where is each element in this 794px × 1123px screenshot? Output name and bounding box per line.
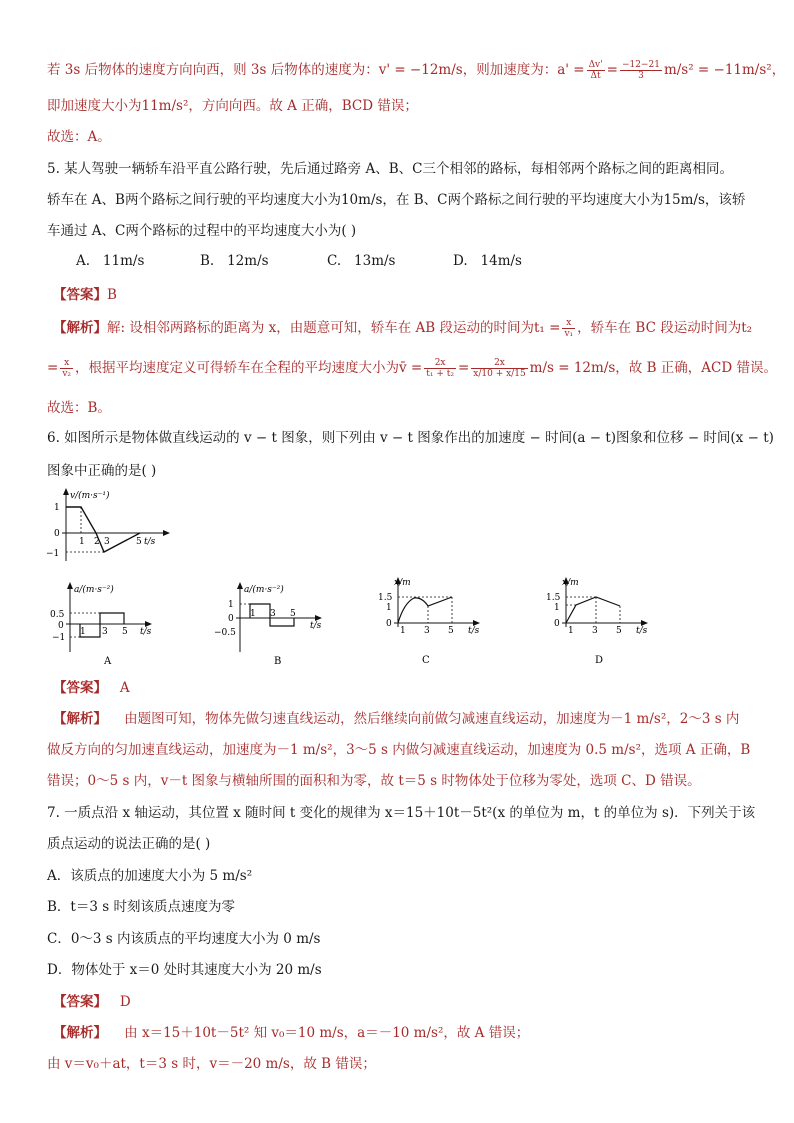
svg-text:1: 1 xyxy=(54,503,60,513)
q7-stem-line-1: 7. 一质点沿 x 轴运动，其位置 x 随时间 t 变化的规律为 x＝15＋10t－5t²(x 的单位为 m，t 的单位为 s)．下列关于该 xyxy=(47,805,756,821)
q7-answer: 【答案】 D xyxy=(53,994,131,1010)
svg-text:C: C xyxy=(422,655,430,666)
svg-text:5: 5 xyxy=(448,626,454,636)
svg-text:t/s: t/s xyxy=(140,627,152,637)
svg-text:a/(m·s⁻²): a/(m·s⁻²) xyxy=(74,585,114,595)
graph-d xyxy=(540,573,660,669)
svg-text:0: 0 xyxy=(228,614,234,624)
svg-text:D: D xyxy=(595,655,604,666)
q5-option-c: C. 13m/s xyxy=(327,253,396,269)
svg-text:t/s: t/s xyxy=(468,626,480,636)
svg-text:a/(m·s⁻²): a/(m·s⁻²) xyxy=(244,585,284,595)
svg-text:t/s: t/s xyxy=(310,621,322,631)
q6-analysis-line-1: 【解析】 由题图可知，物体先做匀速直线运动，然后继续向前做匀减速直线运动，加速度为－1 m/s²，2～3 s 内 xyxy=(53,711,740,727)
q4-solution-text: 若 3s 后物体的速度方向向西，则 3s 后物体的速度为：v' = −12m/s，则加速度为：a' = xyxy=(47,62,585,78)
svg-text:3: 3 xyxy=(102,627,108,637)
svg-text:B: B xyxy=(274,656,282,667)
svg-text:x/m: x/m xyxy=(562,578,579,588)
q7-option-c: C．0～3 s 内该质点的平均速度大小为 0 m/s xyxy=(47,931,321,947)
vt-line xyxy=(66,507,140,552)
q5-option-b: B. 12m/s xyxy=(200,253,269,269)
svg-text:3: 3 xyxy=(104,537,110,547)
q5-answer: 【答案】B xyxy=(53,287,117,303)
svg-text:0: 0 xyxy=(58,621,64,631)
svg-text:5: 5 xyxy=(122,627,128,637)
svg-text:1: 1 xyxy=(228,600,234,610)
vt-graph xyxy=(44,486,174,566)
svg-text:1.5: 1.5 xyxy=(546,593,561,603)
q5-stem-line-2: 轿车在 A、B两个路标之间行驶的平均速度大小为10m/s，在 B、C两个路标之间行驶的平均速度大小为15m/s，该轿 xyxy=(47,192,746,208)
q7-option-d: D．物体处于 x＝0 处时其速度大小为 20 m/s xyxy=(47,962,322,978)
graph-b xyxy=(214,580,334,670)
q6-stem-line-2: 图象中正确的是( ) xyxy=(47,463,157,479)
svg-text:1: 1 xyxy=(80,627,86,637)
svg-text:1: 1 xyxy=(568,626,574,636)
q5-analysis-line-1: 【解析】解: 设相邻两路标的距离为 x，由题意可知，轿车在 AB 段运动的时间为t₁ = $\frac{x}{\text{v₁}}$ ，轿车在 BC 段运动时间为t₂ xyxy=(53,318,753,339)
fraction-dv-dt: $\frac{\Delta v'}{\Delta t}$ xyxy=(588,60,603,81)
q5-option-d: D. 14m/s xyxy=(453,253,522,269)
svg-text:5: 5 xyxy=(290,609,296,619)
svg-text:0.5: 0.5 xyxy=(50,610,65,620)
svg-text:1: 1 xyxy=(386,603,392,613)
svg-text:5: 5 xyxy=(136,537,142,547)
q4-solution-line-2: 即加速度大小为11m/s²，方向向西。故 A 正确，BCD 错误； xyxy=(47,98,418,114)
q4-choose: 故选：A。 xyxy=(47,129,111,145)
q6-analysis-line-3: 错误；0～5 s 内，v－t 图象与横轴所围的面积和为零，故 t＝5 s 时物体处于位移为零处，选项 C、D 错误。 xyxy=(47,773,701,789)
q6-stem-line-1: 6. 如图所示是物体做直线运动的 v − t 图象，则下列由 v − t 图象作出的加速度 − 时间(a − t)图象和位移 − 时间(x − t) xyxy=(47,430,774,446)
q6-answer: 【答案】 A xyxy=(53,680,130,696)
svg-text:−1: −1 xyxy=(46,549,60,559)
vt-ylabel: v/(m·s⁻¹) xyxy=(70,491,110,501)
svg-text:1: 1 xyxy=(400,626,406,636)
q5-stem-line-3: 车通过 A、C两个路标的过程中的平均速度大小为( ) xyxy=(47,223,357,239)
q4-solution-line-1: 若 3s 后物体的速度方向向西，则 3s 后物体的速度为：v' = −12m/s，则加速度为：a' = $\frac{\Delta v'}{\Delta t}$ = $\frac{-12-21}{3}$ m/s² = −11m/s²， xyxy=(47,60,786,81)
graph-c xyxy=(372,573,492,669)
q7-stem-line-2: 质点运动的说法正确的是( ) xyxy=(47,836,211,852)
svg-text:3: 3 xyxy=(424,626,430,636)
q5-choose: 故选：B。 xyxy=(47,400,111,416)
svg-text:0: 0 xyxy=(386,619,392,629)
q7-option-a: A．该质点的加速度大小为 5 m/s² xyxy=(47,868,253,884)
svg-text:1: 1 xyxy=(79,537,85,547)
svg-text:−1: −1 xyxy=(52,633,66,643)
q7-analysis-line-1: 【解析】 由 x＝15＋10t－5t² 知 v₀＝10 m/s，a＝－10 m/s²，故 A 错误； xyxy=(53,1025,530,1041)
fraction-value: $\frac{-12-21}{3}$ xyxy=(621,60,660,81)
q5-option-a: A. 11m/s xyxy=(76,253,145,269)
svg-text:2: 2 xyxy=(94,537,100,547)
q5-stem-line-1: 5. 某人驾驶一辆轿车沿平直公路行驶，先后通过路旁 A、B、C三个相邻的路标，每相邻两个路标之间的距离相同。 xyxy=(47,161,733,177)
svg-text:0: 0 xyxy=(554,619,560,629)
svg-text:1: 1 xyxy=(554,603,560,613)
svg-text:1: 1 xyxy=(250,609,256,619)
svg-text:0: 0 xyxy=(54,529,60,539)
svg-text:3: 3 xyxy=(270,609,276,619)
q7-option-b: B．t＝3 s 时刻该质点速度为零 xyxy=(47,899,235,915)
q5-analysis-line-2: = $\frac{x}{\text{v₂}}$ ，根据平均速度定义可得轿车在全程的平均速度大小为v̄ = $\frac{2x}{\text{t₁ + t₂}}$ = $\frac{2x}{x/10 + x/15}$ m/s = 12m/s，故 B 正确，ACD 错误。 xyxy=(47,358,777,379)
svg-text:A: A xyxy=(104,656,112,667)
vt-xlabel: t/s xyxy=(144,537,156,547)
q7-analysis-line-2: 由 v＝v₀＋at，t＝3 s 时，v＝－20 m/s，故 B 错误； xyxy=(47,1056,376,1072)
svg-text:1.5: 1.5 xyxy=(378,593,393,603)
svg-text:x/m: x/m xyxy=(394,578,411,588)
svg-text:5: 5 xyxy=(616,626,622,636)
svg-text:3: 3 xyxy=(592,626,598,636)
graph-a xyxy=(44,580,164,670)
svg-text:t/s: t/s xyxy=(636,626,648,636)
svg-text:−0.5: −0.5 xyxy=(214,628,236,638)
q6-analysis-line-2: 做反方向的匀加速直线运动，加速度为－1 m/s²，3～5 s 内做匀减速直线运动，加速度为 0.5 m/s²，选项 A 正确，B xyxy=(47,742,751,758)
